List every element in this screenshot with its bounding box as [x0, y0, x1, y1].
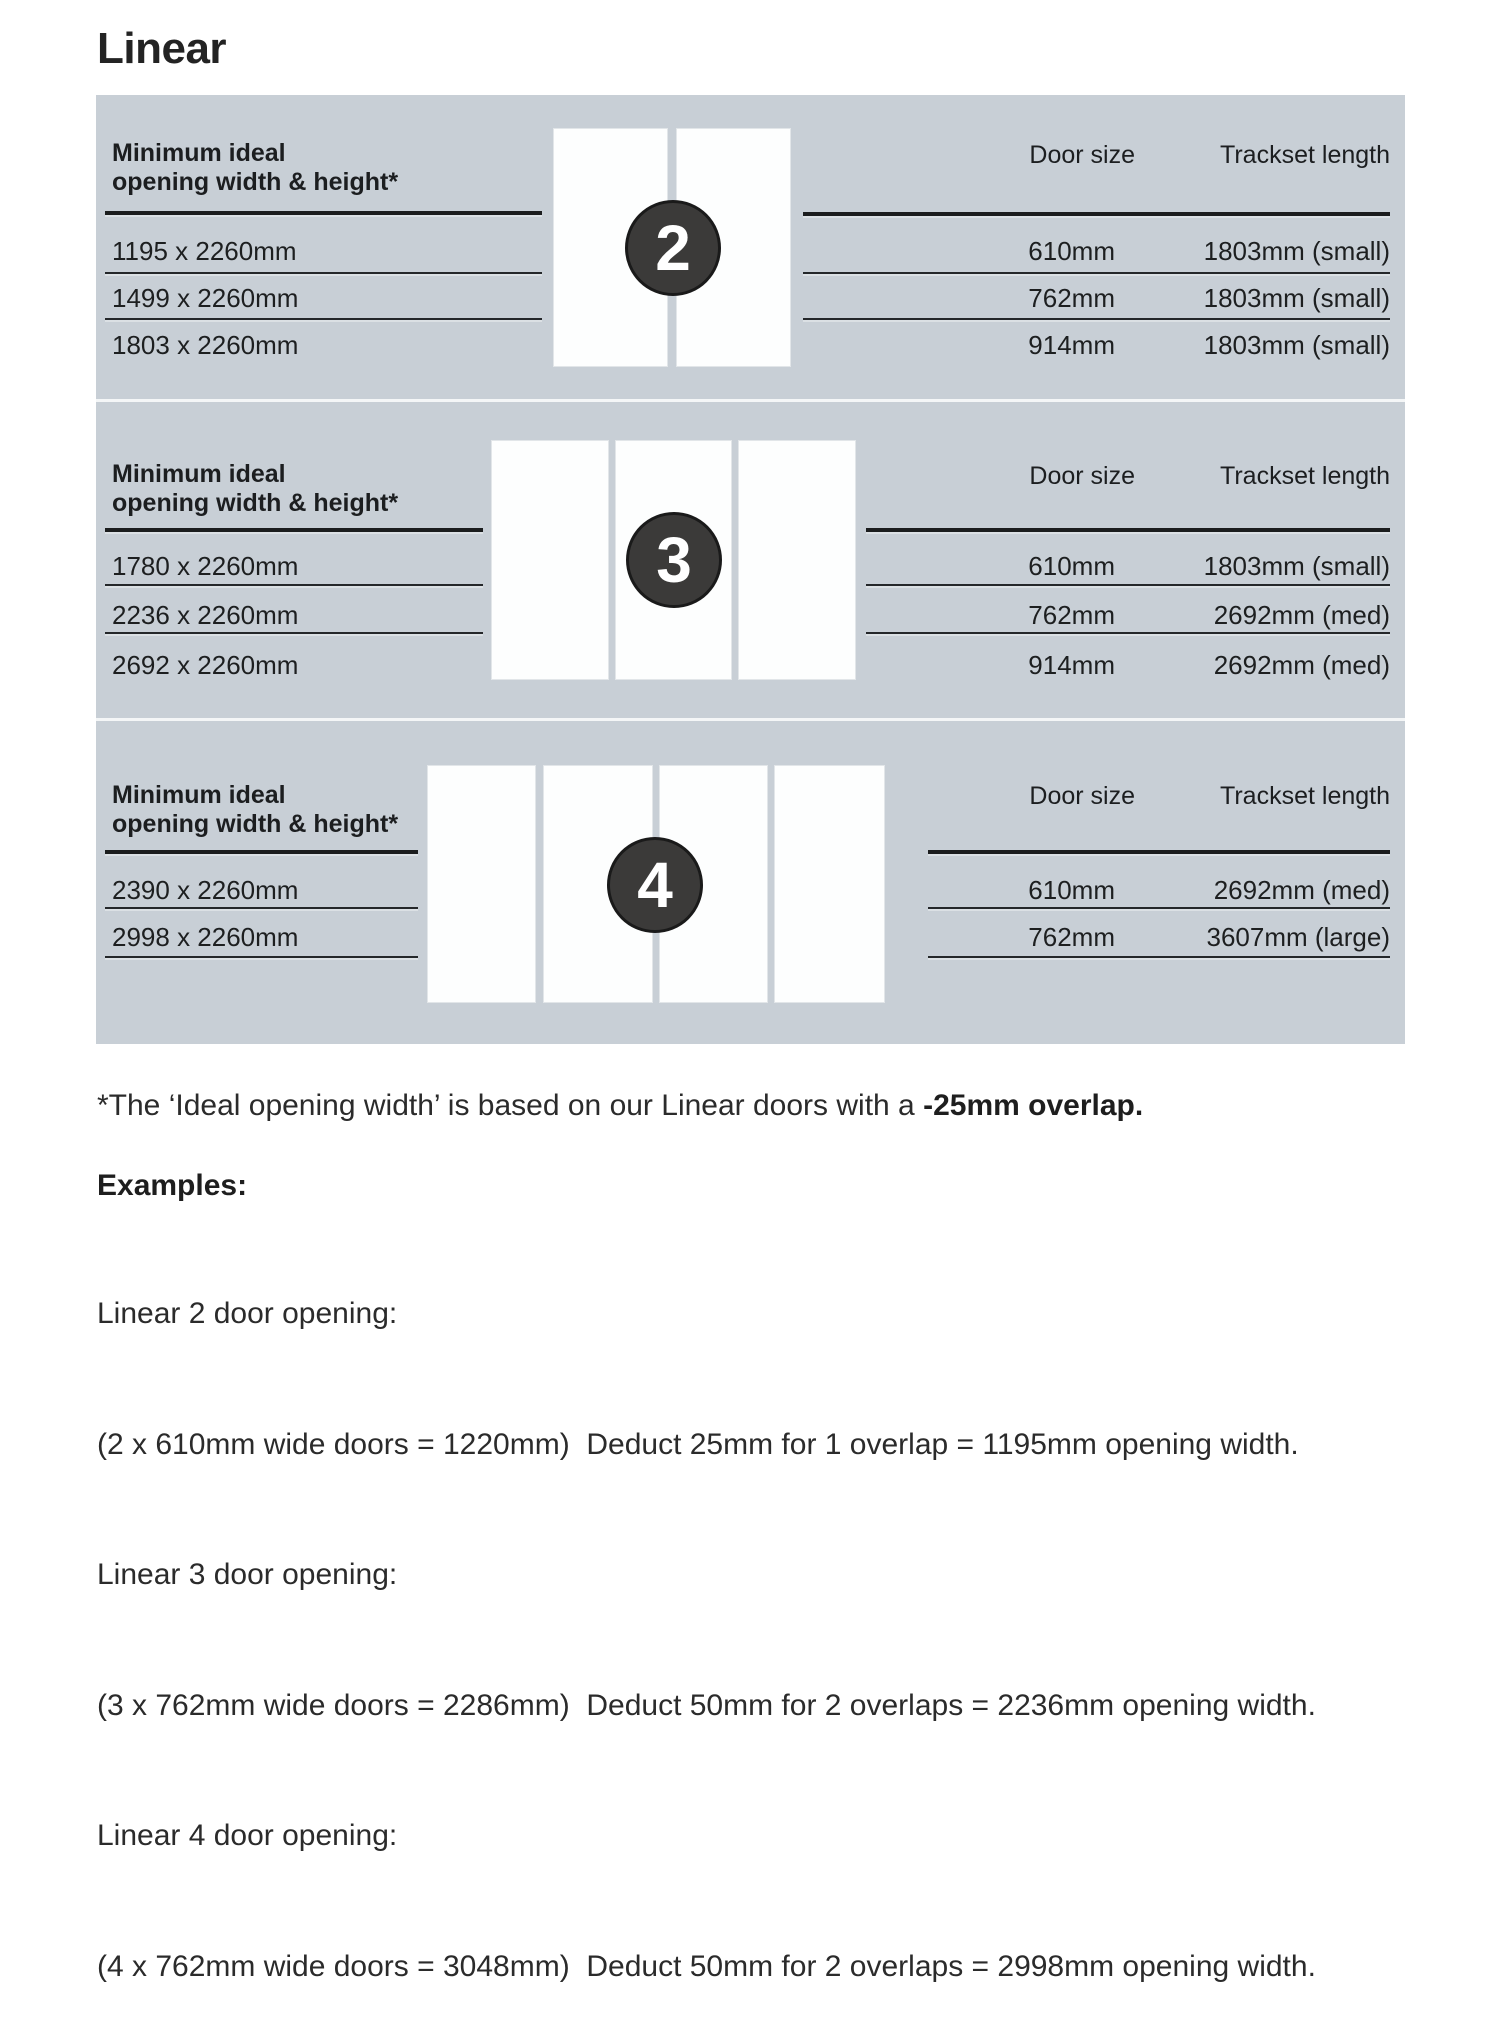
section3-left-row-rule [105, 907, 418, 909]
section3-opening-header [112, 781, 398, 839]
section3-opening-row: 2390 x 2260mm [112, 875, 299, 905]
section2-trackset-header: Trackset length [1220, 462, 1390, 490]
section1-door-size-header: Door size [1029, 141, 1135, 169]
example-line: (3 x 762mm wide doors = 2286mm) Deduct 50mm for 2 overlaps = 2236mm opening width. [97, 1688, 1316, 1722]
door-panel [738, 440, 856, 680]
section2-door-size-value: 914mm [1028, 650, 1115, 680]
section3-trackset-value: 2692mm (med) [1213, 875, 1390, 905]
section3-right-row-rule [928, 907, 1390, 909]
footnote-bold: -25mm overlap. [923, 1089, 1144, 1122]
example-line: Linear 3 door opening: [97, 1558, 398, 1591]
section1-opening-header-line1: Minimum ideal [112, 139, 286, 167]
example-line: (2 x 610mm wide doors = 1220mm) Deduct 25mm for 1 overlap = 1195mm opening width. [97, 1427, 1299, 1461]
section3-door-size-value: 762mm [1028, 922, 1115, 952]
section2-opening-header-line1: Minimum ideal [112, 460, 286, 488]
section2-opening-header [112, 460, 398, 518]
examples-list [97, 1205, 1316, 2032]
examples-heading: Examples: [97, 1169, 248, 1202]
section2-door-size-header: Door size [1029, 462, 1135, 490]
section3-right-header-rule [928, 850, 1390, 854]
section3-opening-header-line1: Minimum ideal [112, 781, 286, 809]
section3-opening-row: 2998 x 2260mm [112, 922, 299, 952]
section2-right-row-rule [866, 632, 1390, 634]
section1-opening-row: 1195 x 2260mm [112, 236, 297, 266]
door-count-badge: 4 [607, 837, 703, 933]
section2-opening-row: 2236 x 2260mm [112, 600, 299, 630]
section1-trackset-value: 1803mm (small) [1203, 283, 1390, 313]
section1-opening-header-line2: opening width & height* [112, 168, 399, 196]
example-line: (4 x 762mm wide doors = 3048mm) Deduct 50mm for 2 overlaps = 2998mm opening width. [97, 1949, 1316, 1983]
section1-right-header-rule [803, 212, 1390, 216]
section1-opening-row: 1499 x 2260mm [112, 283, 299, 313]
door-panel [491, 440, 609, 680]
section1-left-header-rule [105, 211, 542, 215]
section2-right-header-rule [866, 528, 1390, 532]
section1-left-row-rule [105, 272, 542, 274]
section2-left-row-rule [105, 632, 483, 634]
section2-left-header-rule [105, 528, 483, 532]
section2-door-size-value: 762mm [1028, 600, 1115, 630]
section2-trackset-value: 1803mm (small) [1203, 551, 1390, 581]
footnote [97, 1089, 1143, 1123]
section1-door-size-value: 610mm [1028, 236, 1115, 266]
section-divider [96, 718, 1405, 721]
example-line: Linear 4 door opening: [97, 1819, 398, 1852]
door-count-badge: 2 [625, 200, 721, 296]
section2-opening-header-line2: opening width & height* [112, 489, 399, 517]
section1-right-row-rule [803, 318, 1390, 320]
section3-trackset-header: Trackset length [1220, 782, 1390, 810]
section2-opening-row: 1780 x 2260mm [112, 551, 299, 581]
section2-trackset-value: 2692mm (med) [1213, 650, 1390, 680]
page-title: Linear [97, 24, 227, 73]
section2-opening-row: 2692 x 2260mm [112, 650, 299, 680]
section-divider [96, 399, 1405, 402]
section2-right-row-rule [866, 584, 1390, 586]
section3-door-size-value: 610mm [1028, 875, 1115, 905]
spec-panel [96, 95, 1405, 1044]
section3-opening-header-line2: opening width & height* [112, 810, 399, 838]
section1-door-size-value: 914mm [1028, 330, 1115, 360]
section2-door-size-value: 610mm [1028, 551, 1115, 581]
section3-trackset-value: 3607mm (large) [1206, 922, 1390, 952]
section1-left-row-rule [105, 318, 542, 320]
example-line: Linear 2 door opening: [97, 1297, 398, 1330]
section1-right-row-rule [803, 272, 1390, 274]
section1-trackset-value: 1803mm (small) [1203, 236, 1390, 266]
section1-trackset-value: 1803mm (small) [1203, 330, 1390, 360]
section3-door-size-header: Door size [1029, 782, 1135, 810]
section1-trackset-header: Trackset length [1220, 141, 1390, 169]
door-panel [427, 765, 536, 1003]
section2-trackset-value: 2692mm (med) [1213, 600, 1390, 630]
section2-left-row-rule [105, 584, 483, 586]
section1-opening-row: 1803 x 2260mm [112, 330, 299, 360]
section3-right-row-rule [928, 956, 1390, 958]
section1-opening-header [112, 139, 398, 197]
section3-left-row-rule [105, 956, 418, 958]
section1-door-size-value: 762mm [1028, 283, 1115, 313]
door-count-badge: 3 [626, 512, 722, 608]
section3-left-header-rule [105, 850, 418, 854]
footnote-text: *The ‘Ideal opening width’ is based on our Linear doors with a [97, 1089, 924, 1122]
